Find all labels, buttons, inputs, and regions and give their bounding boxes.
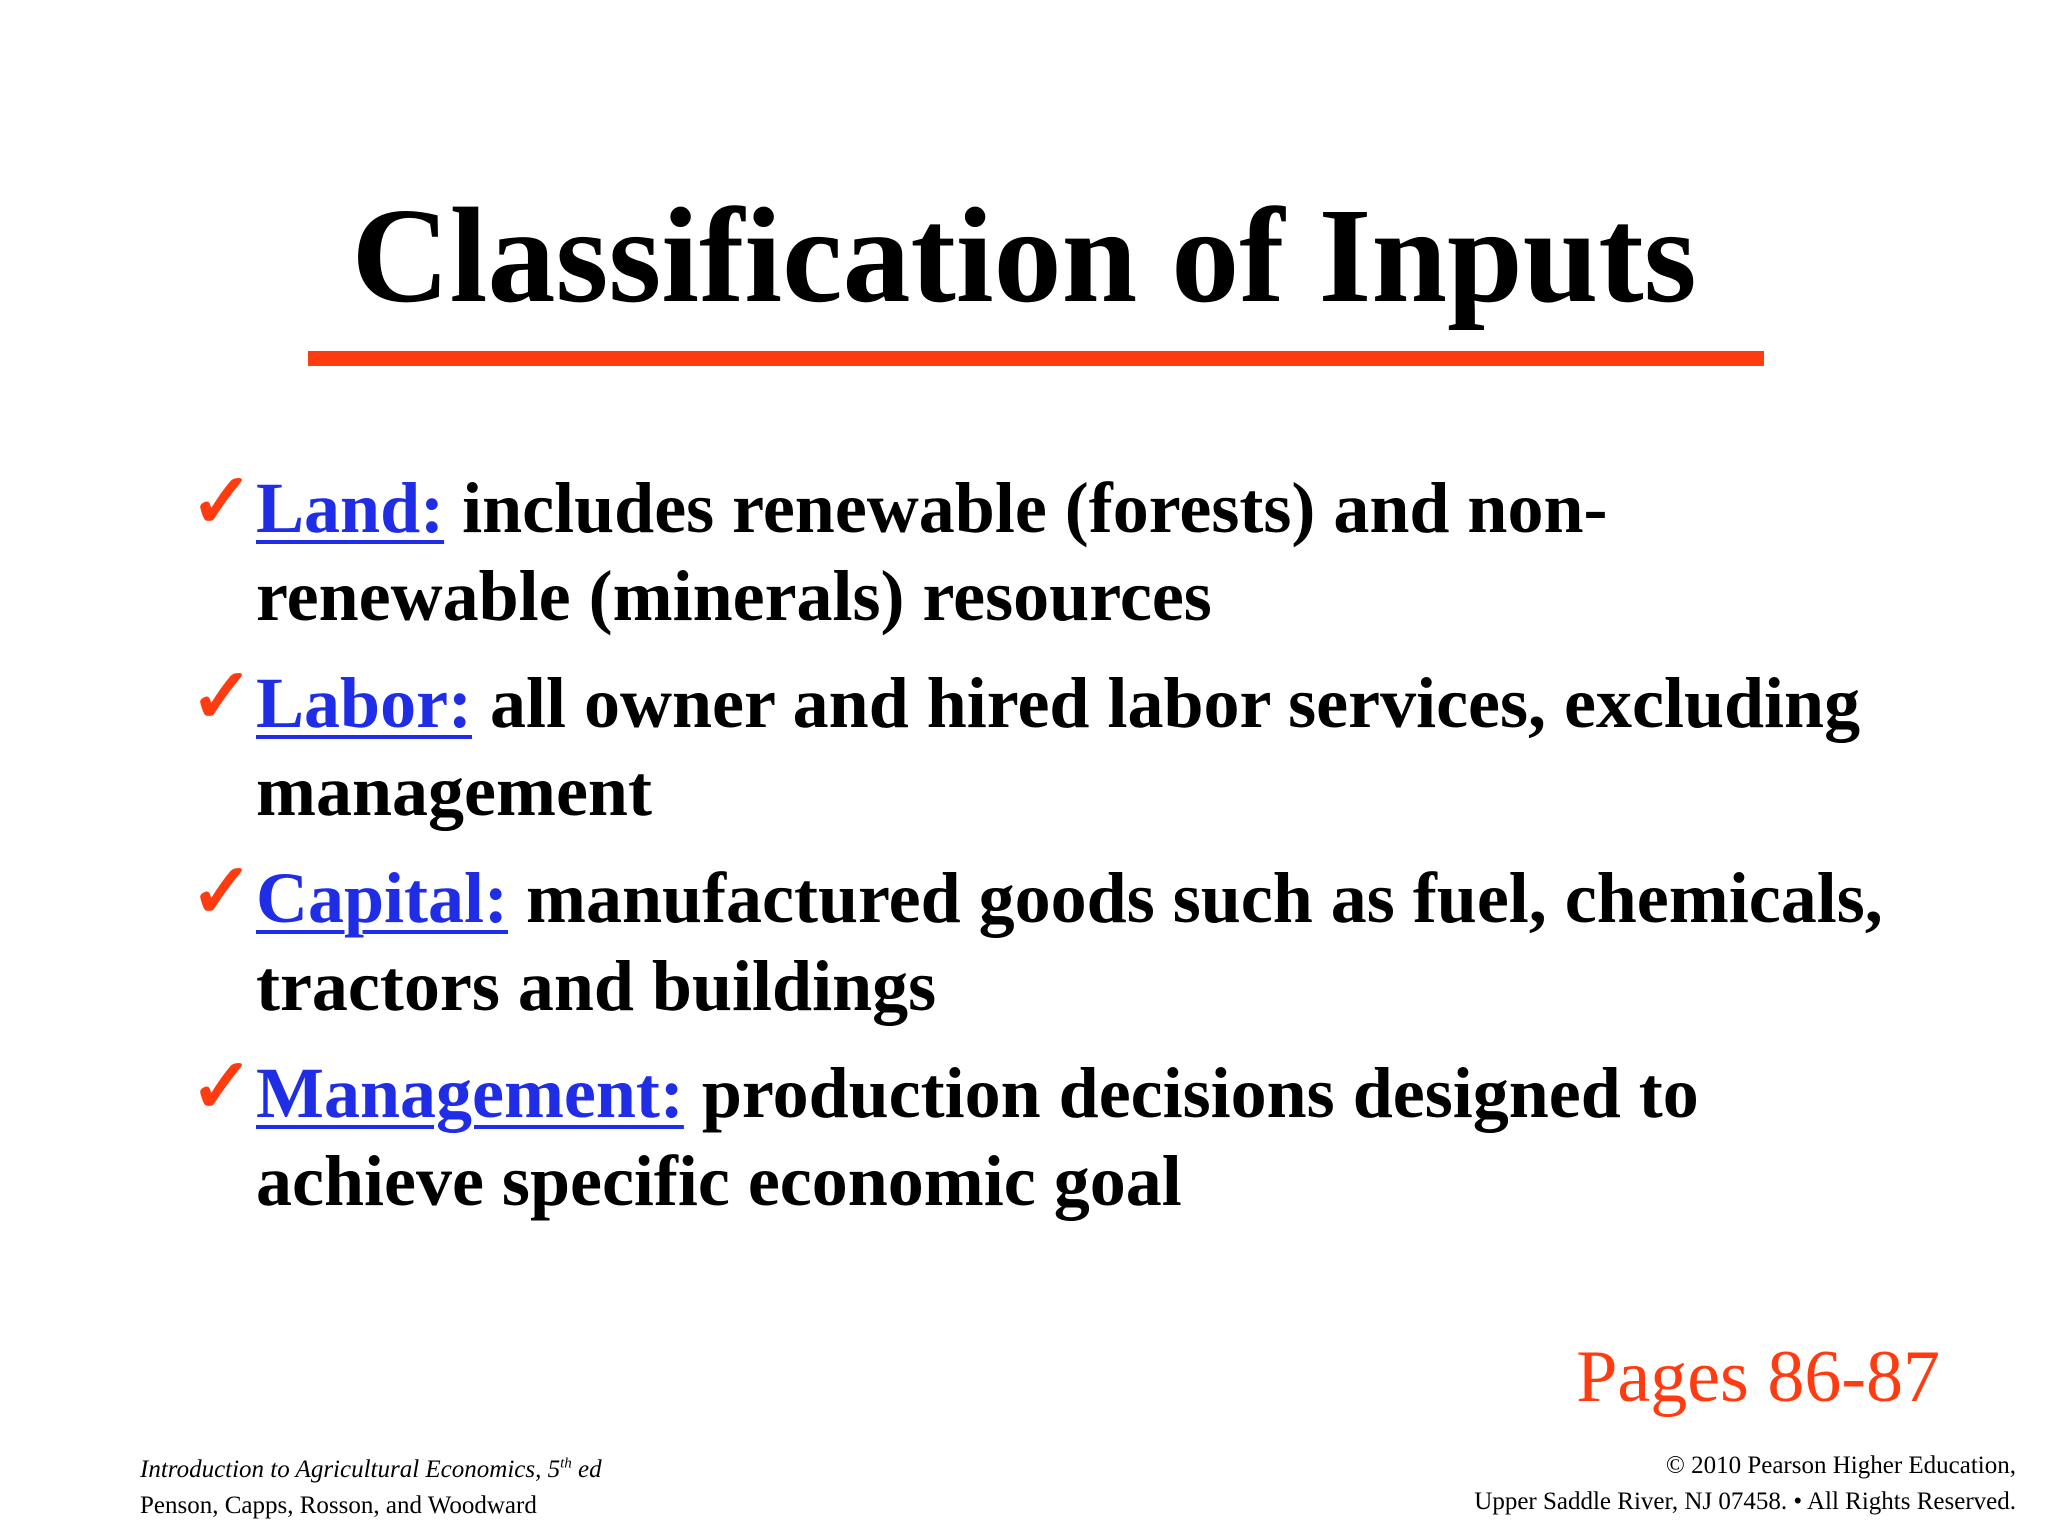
page-reference: Pages 86-87 (1576, 1336, 1940, 1418)
footer-book-info (140, 1452, 602, 1524)
footer-authors: Penson, Capps, Rosson, and Woodward (140, 1492, 537, 1519)
footer-edition-suffix: ed (571, 1456, 602, 1483)
footer-address: Upper Saddle River, NJ 07458. • All Rights Reserved. (1474, 1488, 2016, 1515)
term-land: Land: (256, 468, 445, 548)
list-item-land (190, 460, 1890, 640)
term-capital: Capital: (256, 858, 508, 938)
footer-book-title-line (140, 1452, 602, 1488)
footer-edition-superscript: th (560, 1455, 572, 1472)
footer-copyright: © 2010 Pearson Higher Education, (1665, 1452, 2016, 1479)
list-item-management (190, 1045, 1890, 1225)
checkmark-icon: ✓ (190, 655, 254, 739)
checkmark-icon: ✓ (190, 1045, 254, 1129)
input-classification-list (190, 460, 1890, 1244)
term-management: Management: (256, 1053, 684, 1133)
definition-land: includes renewable (forests) and non-renewable (minerals) resources (256, 468, 1608, 636)
list-item-labor (190, 655, 1890, 835)
definition-labor: all owner and hired labor services, excluding management (256, 663, 1861, 831)
list-item-capital (190, 850, 1890, 1030)
term-labor: Labor: (256, 663, 472, 743)
definition-capital: manufactured goods such as fuel, chemicals, tractors and buildings (256, 858, 1883, 1026)
footer-book-title: Introduction to Agricultural Economics, 5 (140, 1456, 561, 1483)
checkmark-icon: ✓ (190, 850, 254, 934)
definition-management: production decisions designed to achieve specific economic goal (256, 1053, 1699, 1221)
title-underline-bar (308, 351, 1764, 366)
checkmark-icon: ✓ (190, 460, 254, 544)
footer-copyright-block (1474, 1448, 2016, 1520)
title-underline-rule (308, 351, 1764, 366)
slide-title: Classification of Inputs (351, 181, 1697, 331)
